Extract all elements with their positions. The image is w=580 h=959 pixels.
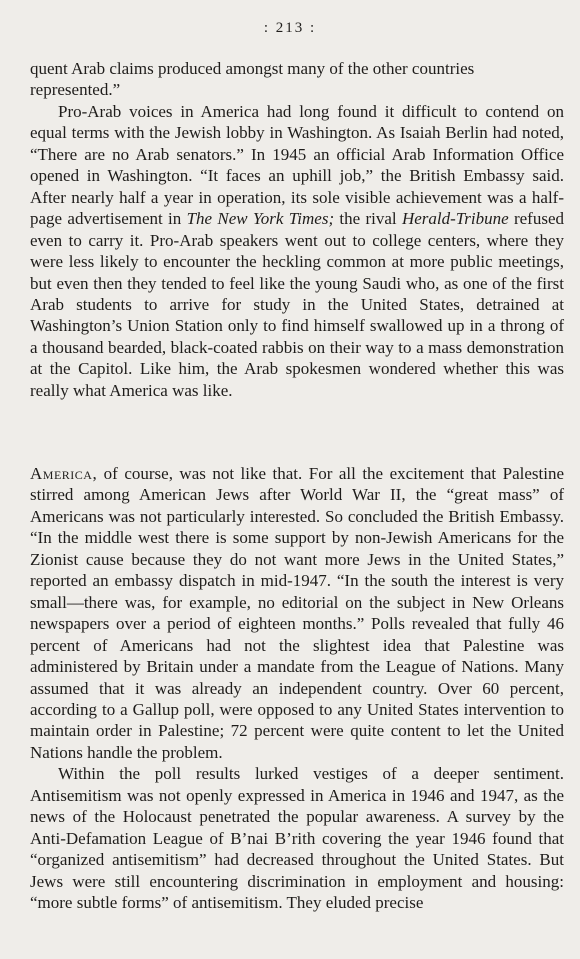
page-number: 213 [275,20,305,36]
page-folio [0,20,580,37]
text-run: Pro-Arab voices in America had long found it difficult to contend on equal terms with the Jewish lobby in Washington. As Isaiah Berlin had noted, “There are no Arab senators.” In 1945 an official Arab Information Office opened in Washington. “It faces an uphill job,” the British Embassy said. After nearly half a year in operation, its sole visible achievement was a half-page advertisement in [30,101,564,229]
italic-title-nyt: The New York Times; [186,209,335,229]
paragraph-continued: quent Arab claims produced amongst many of the other countries represented.” [30,59,475,100]
text-run: refused even to carry it. Pro-Arab speakers went out to college centers, where they were less likely to encounter the heckling common at more public meetings, but even then they tended to feel like the young Saudi who, as one of the first Arab students to arrive for study in the United States, detrained at Washington’s Union Station only to find himself swallowed up in a throng of a thousand bearded, black-coated rabbis on their way to a mass demonstration at the Capitol. Like him, the Arab spokesmen wondered whether this was really what America was like. [30,209,565,400]
paragraph-america-section-start [30,463,564,763]
folio-ornament-right: : [310,20,317,36]
folio-ornament-left: : [263,20,270,36]
italic-title-herald-tribune: Herald-Tribune [401,209,509,229]
text-run: of course, was not like that. For all the excitement that Palestine stirred among American Jews after World War II, the “great mass” of Americans was not particularly interested. So concluded the British Embassy. “In the middle west there is some support by non-Jewish Americans for the Zionist cause because they do not want more Jews in the United States,” reported an embassy dispatch in mid-1947. “In the south the interest is very small—there was, for example, no editorial on the subject in New Orleans newspapers over a period of eighteen months.” Polls revealed that fully 46 percent of Americans had not the slightest idea that Palestine was administered by Britain under a mandate from the League of Nations. Many assumed that it was already an independent country. Over 60 percent, according to a Gallup poll, were opposed to any United States intervention to maintain order in Palestine; 72 percent were quite content to let the United Nations handle the problem. [30,464,564,762]
text-block-2 [30,463,564,914]
paragraph-poll-results: Within the poll results lurked vestiges of a deeper sentiment. Antisemitism was not openly expressed in America in 1946 and 1947, as the news of the Holocaust penetrated the popular awareness. A survey by the Anti-Defamation League of B’nai B’rith covering the year 1946 found that “organized antisemitism” had decreased throughout the United States. But Jews were still encountering discrimination in employment and housing: “more subtle forms” of antisemitism. They eluded precise [30,764,564,913]
text-run: the rival [334,209,402,229]
text-block-1 [30,58,564,401]
paragraph-pro-arab-voices [30,101,564,401]
small-caps-lead: America, [30,464,98,483]
